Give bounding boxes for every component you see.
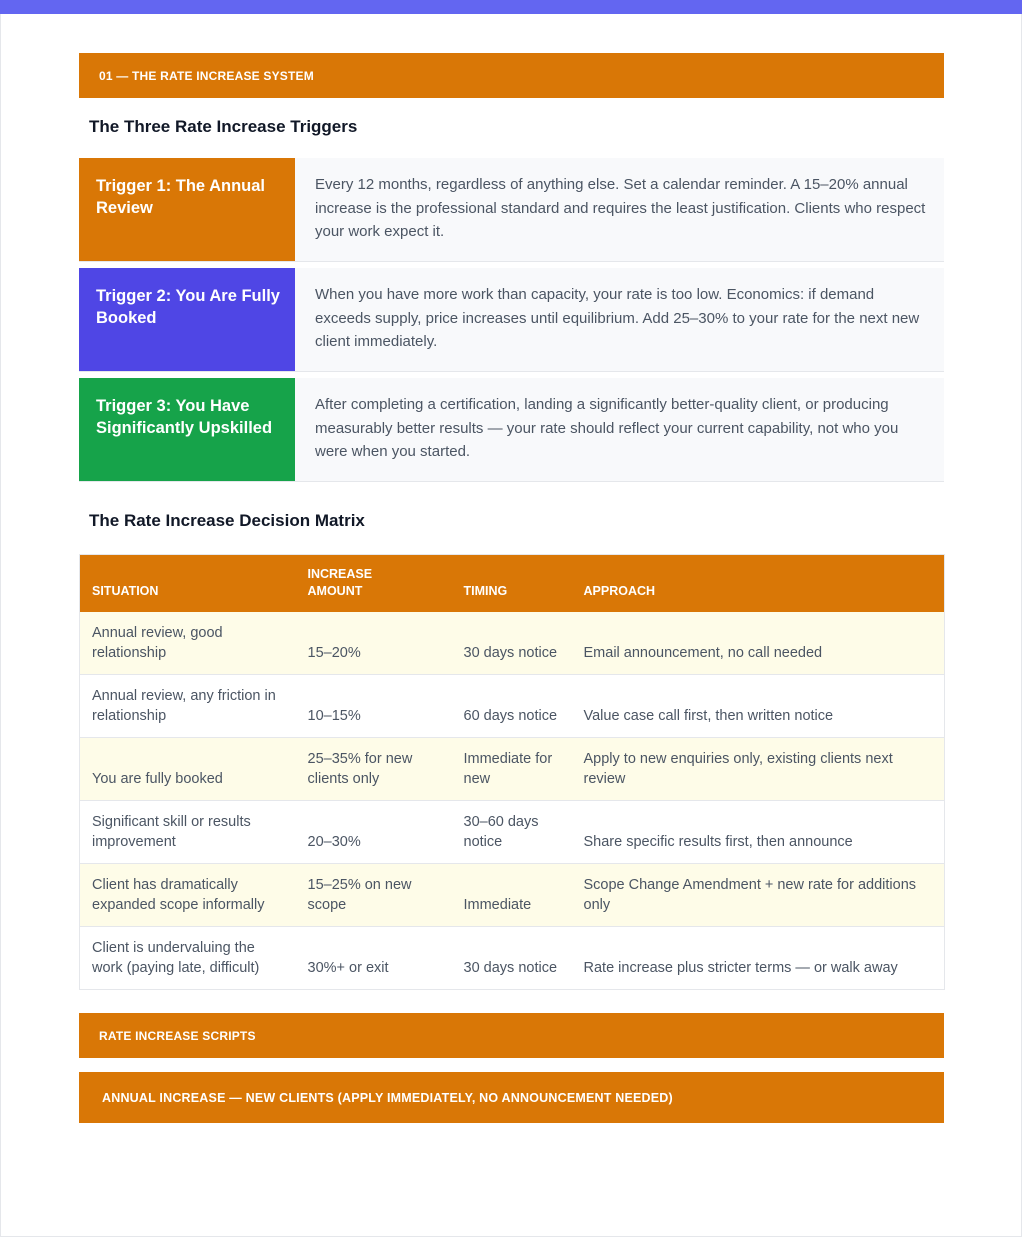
cell-situation: Annual review, good relationship [80,612,296,675]
cell-approach: Share specific results first, then announce [572,801,945,864]
matrix-heading: The Rate Increase Decision Matrix [89,511,365,530]
section-banner: 01 — THE RATE INCREASE SYSTEM [79,53,944,98]
trigger-description: Every 12 months, regardless of anything else. Set a calendar reminder. A 15–20% annual increase is the professional standard and requires the least justification. Clients who respect your work expect it. [295,158,944,261]
column-header-increase-amount: INCREASE AMOUNT [307,566,373,598]
cell-timing: 30 days notice [452,927,572,990]
table-row [80,612,945,675]
top-accent-bar [0,0,1022,14]
cell-approach: Scope Change Amendment + new rate for additions only [572,864,945,927]
triggers-heading: The Three Rate Increase Triggers [89,117,358,136]
trigger-label: Trigger 3: You Have Significantly Upskilled [79,378,295,481]
cell-timing: 60 days notice [452,675,572,738]
cell-situation: You are fully booked [80,738,296,801]
trigger-description: When you have more work than capacity, your rate is too low. Economics: if demand exceeds supply, price increases until equilibrium. Add 25–30% to your rate for the next new client immediately. [295,268,944,371]
cell-increase: 15–20% [296,612,452,675]
table-row [80,801,945,864]
cell-situation: Significant skill or results improvement [80,801,296,864]
cell-timing: Immediate [452,864,572,927]
trigger-label: Trigger 2: You Are Fully Booked [79,268,295,371]
decision-matrix-table [79,554,945,990]
cell-increase: 10–15% [296,675,452,738]
column-header-situation: SITUATION [92,583,159,598]
document-content [79,53,944,1123]
trigger-list [79,158,944,482]
cell-increase: 30%+ or exit [296,927,452,990]
cell-situation: Annual review, any friction in relationship [80,675,296,738]
cell-approach: Email announcement, no call needed [572,612,945,675]
annual-increase-banner: ANNUAL INCREASE — NEW CLIENTS (APPLY IMMEDIATELY, NO ANNOUNCEMENT NEEDED) [79,1072,944,1123]
cell-timing: Immediate for new [452,738,572,801]
cell-situation: Client is undervaluing the work (paying late, difficult) [80,927,296,990]
column-header-approach: APPROACH [583,583,656,598]
cell-increase: 20–30% [296,801,452,864]
cell-timing: 30–60 days notice [452,801,572,864]
cell-approach: Apply to new enquiries only, existing clients next review [572,738,945,801]
table-row [80,864,945,927]
trigger-row [79,268,944,372]
cell-timing: 30 days notice [452,612,572,675]
trigger-label: Trigger 1: The Annual Review [79,158,295,261]
trigger-row [79,158,944,262]
cell-approach: Value case call first, then written notice [572,675,945,738]
cell-increase: 15–25% on new scope [296,864,452,927]
cell-approach: Rate increase plus stricter terms — or walk away [572,927,945,990]
table-row [80,675,945,738]
cell-increase: 25–35% for new clients only [296,738,452,801]
table-row [80,738,945,801]
table-header-row [80,555,945,612]
scripts-banner: RATE INCREASE SCRIPTS [79,1013,944,1058]
column-header-timing: TIMING [463,583,508,598]
cell-situation: Client has dramatically expanded scope informally [80,864,296,927]
table-row [80,927,945,990]
trigger-row [79,378,944,482]
trigger-description: After completing a certification, landing a significantly better-quality client, or producing measurably better results — your rate should reflect your current capability, not who you were when you started. [295,378,944,481]
